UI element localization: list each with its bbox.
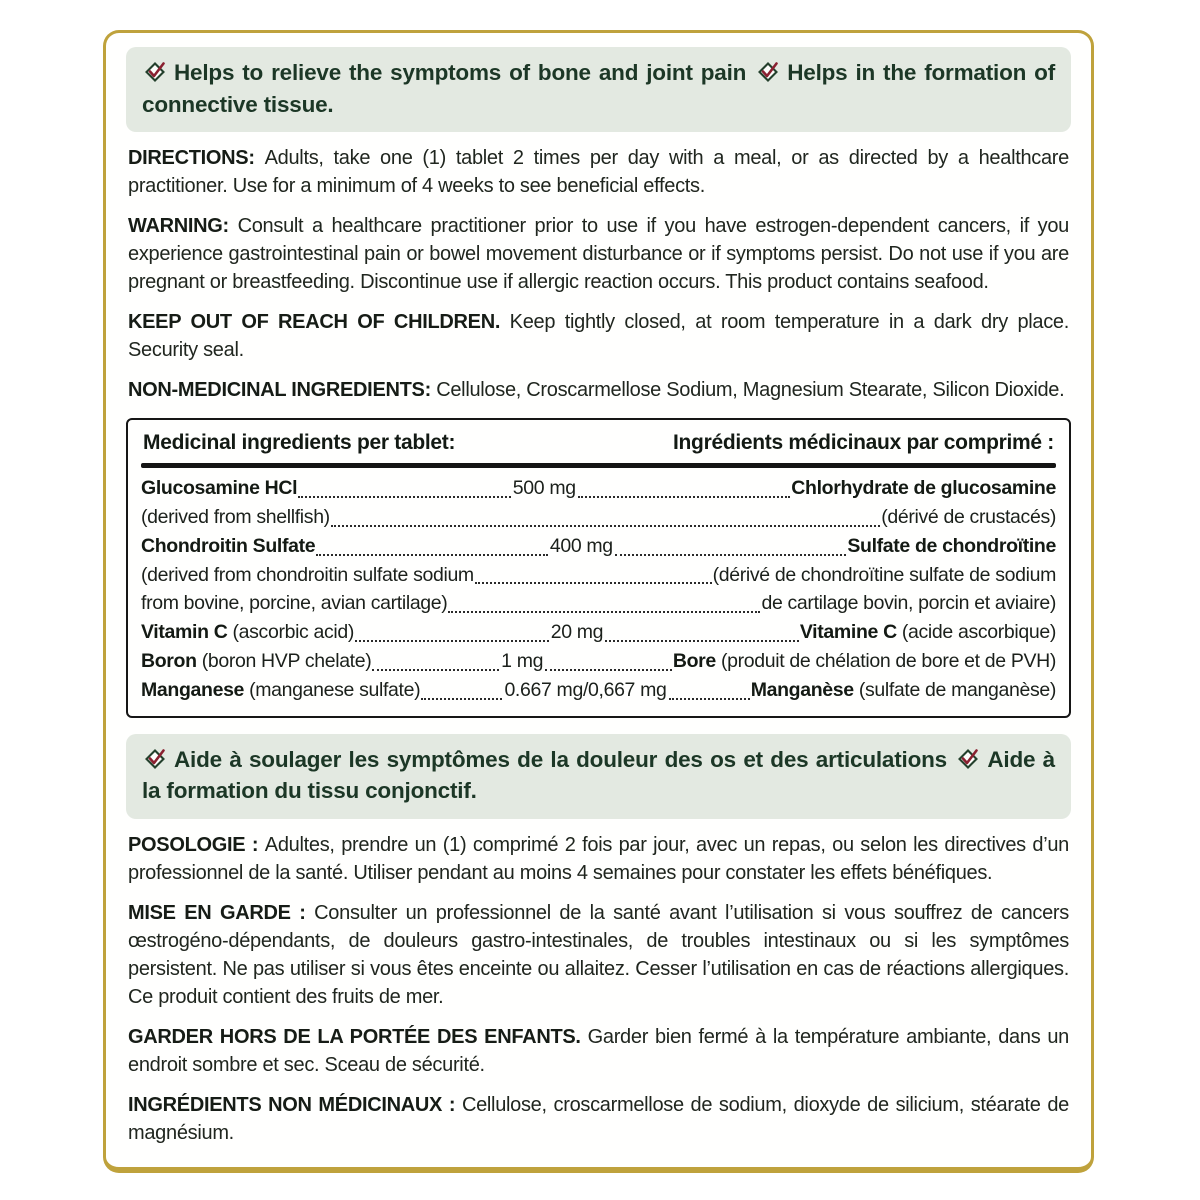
check-diamond-icon [955,746,980,771]
ingredient-en-detail: (derived from shellfish) [141,505,330,528]
table-row [141,474,1056,503]
table-row [141,589,1056,618]
garder-hors-label: GARDER HORS DE LA PORTÉE DES ENFANTS. [128,1025,588,1048]
warning-paragraph [128,212,1069,296]
table-row [141,618,1056,647]
ingredient-en-name: Chondroitin Sulfate [141,534,316,557]
ingredient-fr-name: Vitamine C [799,621,897,644]
keep-out-label: KEEP OUT OF REACH OF CHILDREN. [128,311,510,333]
directions-label: DIRECTIONS: [128,147,265,169]
claims-banner-en [126,47,1071,132]
directions-paragraph [128,144,1069,200]
warning-label: WARNING: [128,215,238,237]
ingredient-en [141,647,371,676]
mise-en-garde-text: Consulter un professionnel de la santé avant l’utilisation si vous souffrez de cancers œstrogéno-dépendants, de douleurs gastro-intestinales, de troubles intestinaux ou si les symptômes persistent. Ne pas utiliser si vous êtes enceinte ou allaitez. Cesser l’utilisation en cas de réactions allergiques. Ce produit contient des fruits de mer. [128,901,1069,1008]
non-medicinal-label: NON-MEDICINAL INGREDIENTS: [128,379,437,401]
ingredient-fr [881,503,1056,532]
garder-hors-text: Garder bien fermé à la température ambiante, dans un endroit sombre et sec. Sceau de sécurité. [128,1025,1069,1076]
garder-hors-paragraph [128,1023,1069,1079]
check-diamond-icon [142,746,167,771]
dot-leader [605,640,799,642]
ingredient-fr-name: Manganèse [750,679,854,702]
posologie-label: POSOLOGIE : [128,833,265,856]
table-row [141,676,1056,705]
warning-text: Consult a healthcare practitioner prior to use if you have estrogen-dependent cancers, if you experience gastrointestinal pain or bowel movement disturbance or if symptoms persist. Do not use if you are pregnant or breastfeeding. Discontinue use if allergic reaction occurs. This product contains seafood. [128,215,1069,293]
ingredient-en [141,561,474,590]
dot-leader [355,640,549,642]
ingredient-fr-name: Bore [672,650,716,673]
ingredient-fr [751,676,1056,705]
dot-leader [475,582,712,584]
posologie-text: Adultes, prendre un (1) comprimé 2 fois par jour, avec un repas, ou selon les directives d’un professionnel de la santé. Utiliser pendant au moins 4 semaines pour constater les effets bénéfiques. [128,833,1069,884]
ingredient-fr-detail: (acide ascorbique) [896,621,1056,644]
check-diamond-icon [755,59,780,84]
ingredient-en-detail: (boron HVP chelate) [196,650,372,673]
table-header-fr: Ingrédients médicinaux par comprimé : [673,431,1054,454]
keep-out-text: Keep tightly closed, at room temperature in a dark dry place. Security seal. [128,311,1070,361]
dot-leader [615,554,847,556]
dot-leader [316,554,548,556]
ingredient-amount: 0.667 mg/0,667 mg [504,679,667,702]
ingredients-non-medicinaux-label: INGRÉDIENTS NON MÉDICINAUX : [128,1093,462,1116]
ingredient-en [141,532,315,561]
directions-text: Adults, take one (1) tablet 2 times per day with a meal, or as directed by a healthcare practitioner. Use for a minimum of 4 weeks to see beneficial effects. [128,147,1069,197]
ingredient-fr-detail: de cartilage bovin, porcin et aviaire) [761,592,1056,615]
ingredient-amount: 1 mg [501,650,544,673]
ingredient-en-name: Boron [141,650,197,673]
table-row [141,647,1056,676]
table-row [141,503,1056,532]
ingredient-en-name: Glucosamine HCl [141,477,298,499]
mise-en-garde-label: MISE EN GARDE : [128,901,315,924]
ingredient-fr [791,474,1056,503]
label-card [103,30,1094,1173]
ingredient-en [141,589,447,618]
dot-leader [578,496,791,498]
ingredient-en [141,503,330,532]
ingredient-en-name: Vitamin C [141,621,228,644]
ingredient-en [141,676,420,705]
table-header-en: Medicinal ingredients per tablet: [143,431,456,454]
ingredient-fr [847,532,1056,561]
posologie-paragraph [128,831,1069,887]
ingredient-en-name: Manganese [141,679,245,702]
ingredient-en-detail: (derived from chondroitin sulfate sodium [141,563,474,586]
dot-leader [421,698,502,700]
dot-leader [545,669,672,671]
ingredient-amount: 20 mg [550,621,604,644]
claim-text-en-2: Helps in the formation of connective tissue. [142,60,1055,117]
ingredient-fr [761,589,1056,618]
table-row [141,532,1056,561]
dot-leader [372,669,499,671]
claim-text-fr-1: Aide à soulager les symptômes de la douleur des os et des articulations [174,746,947,772]
ingredient-en-detail: (ascorbic acid) [227,621,355,644]
check-diamond-icon [142,59,167,84]
ingredient-fr-name: Chlorhydrate de glucosamine [791,477,1056,499]
ingredient-en [141,474,297,503]
ingredient-fr [713,561,1056,590]
ingredient-en [141,618,354,647]
ingredient-amount: 400 mg [549,534,613,557]
non-medicinal-paragraph [128,376,1069,404]
ingredient-fr-detail: (sulfate de manganèse) [853,679,1057,702]
ingredient-fr [673,647,1056,676]
dot-leader [669,698,750,700]
ingredients-non-medicinaux-text: Cellulose, croscarmellose de sodium, dioxyde de silicium, stéarate de magnésium. [128,1093,1069,1144]
claim-text-fr-2: Aide à la formation du tissu conjonctif. [142,746,1055,804]
medicinal-ingredients-table [126,418,1071,718]
ingredients-non-medicinaux-paragraph [128,1091,1069,1147]
ingredient-fr-detail: (dérivé de crustacés) [881,505,1056,528]
ingredient-en-detail: (manganese sulfate) [244,679,421,702]
table-body [141,468,1056,705]
ingredient-fr [800,618,1056,647]
ingredient-fr-name: Sulfate de chondroïtine [847,534,1056,557]
claim-text-en-1: Helps to relieve the symptoms of bone and joint pain [174,60,747,85]
keep-out-paragraph [128,308,1069,364]
dot-leader [331,525,880,527]
table-header [141,429,1056,463]
dot-leader [448,611,760,613]
ingredient-en-detail: from bovine, porcine, avian cartilage) [141,592,448,615]
dot-leader [298,496,511,498]
mise-en-garde-paragraph [128,899,1069,1011]
ingredient-fr-detail: (produit de chélation de bore et de PVH) [715,650,1057,673]
non-medicinal-text: Cellulose, Croscarmellose Sodium, Magnesium Stearate, Silicon Dioxide. [436,379,1065,401]
claims-banner-fr [126,734,1071,819]
ingredient-amount: 500 mg [512,477,576,499]
table-row [141,561,1056,590]
ingredient-fr-detail: (dérivé de chondroïtine sulfate de sodium [712,563,1056,586]
